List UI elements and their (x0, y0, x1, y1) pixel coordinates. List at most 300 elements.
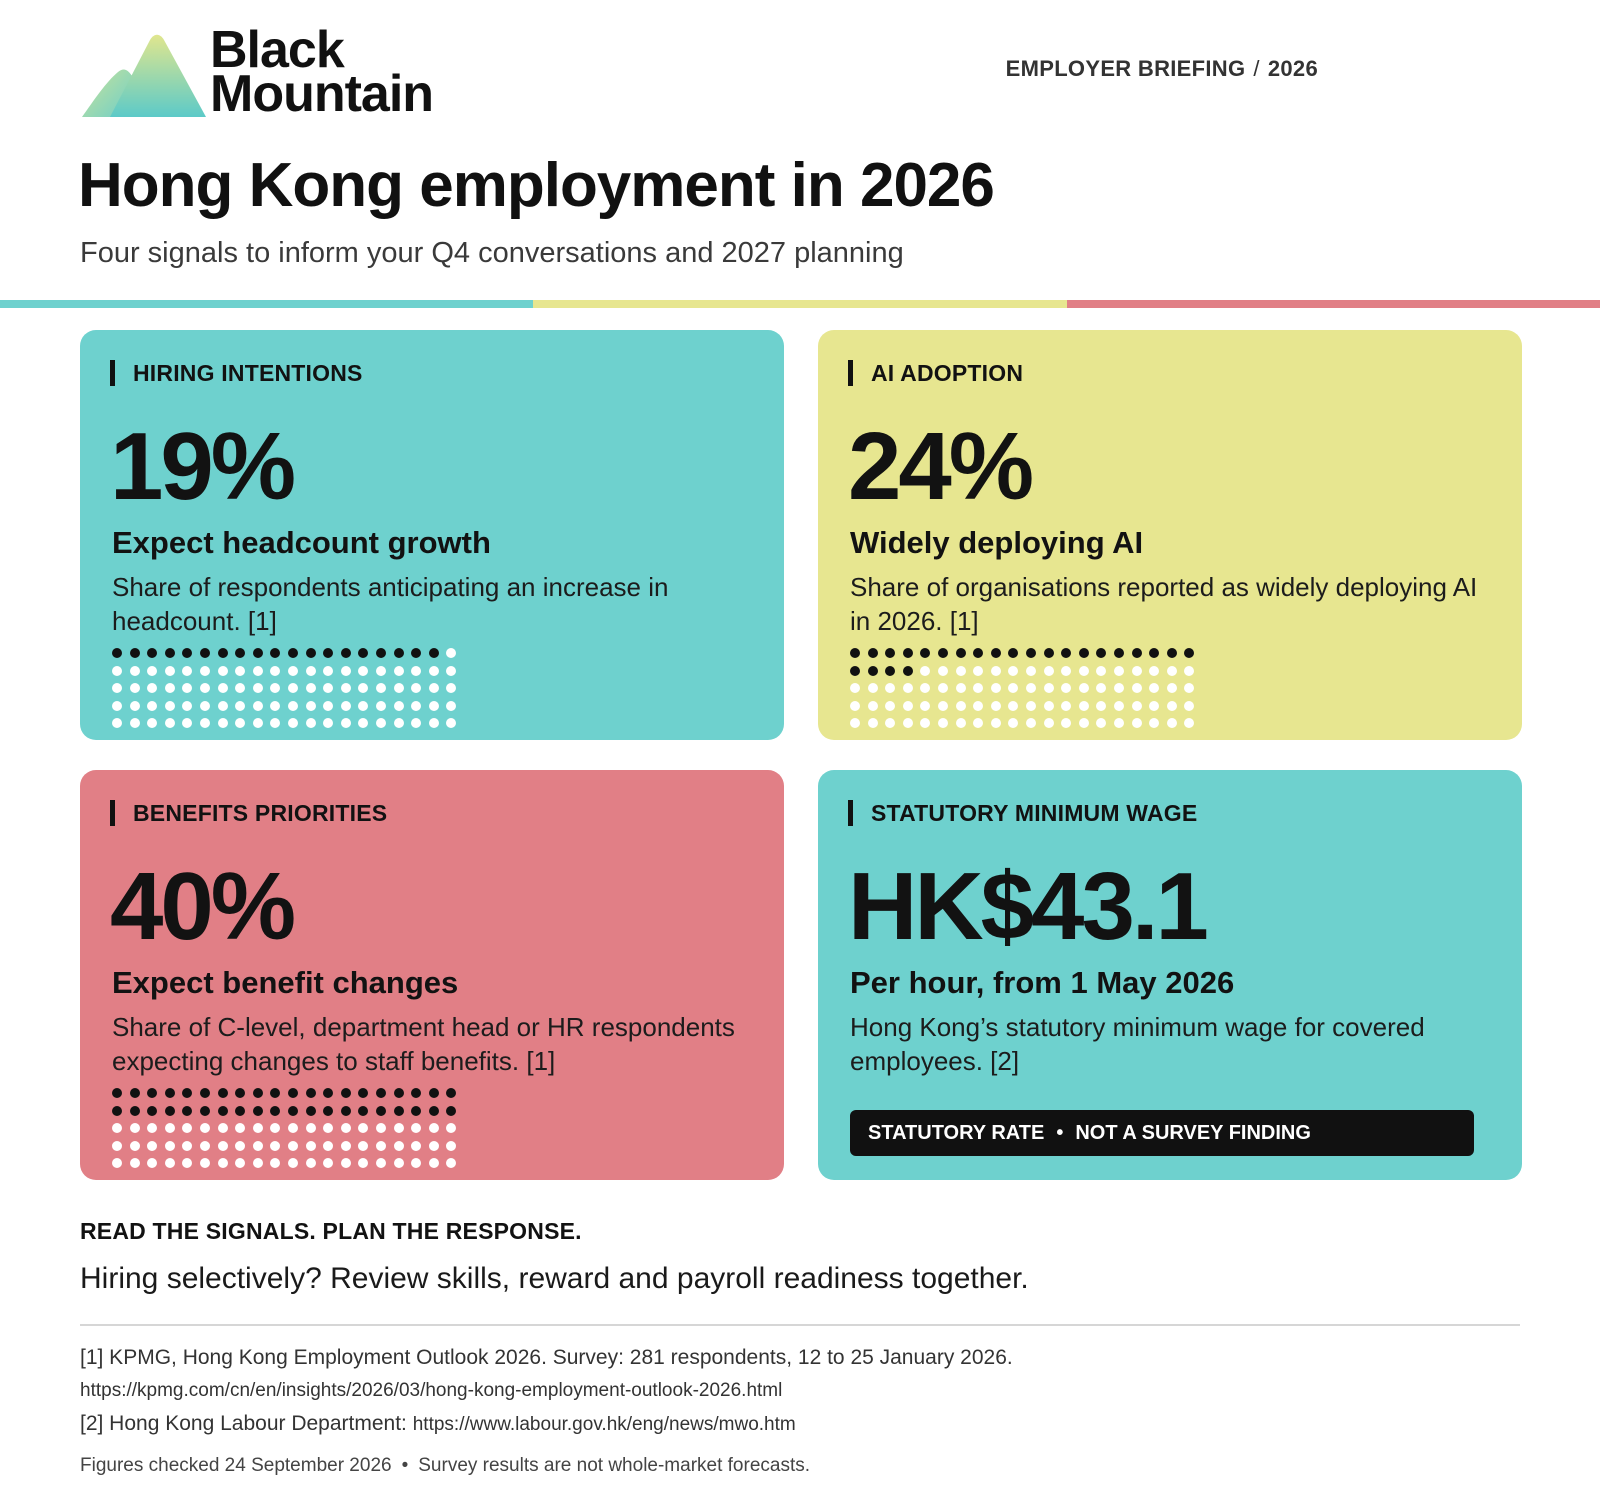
dot-filled (1184, 648, 1194, 658)
dot-filled (270, 1106, 280, 1116)
dot-empty (165, 1158, 175, 1168)
dot-empty (903, 718, 913, 728)
dot-empty (1044, 701, 1054, 711)
dot-empty (411, 683, 421, 693)
dot-empty (850, 718, 860, 728)
card-minimum-wage (818, 770, 1522, 1180)
dot-empty (306, 1158, 316, 1168)
dot-empty (1026, 718, 1036, 728)
dot-filled (112, 1088, 122, 1098)
dot-empty (1008, 718, 1018, 728)
dot-empty (341, 701, 351, 711)
dot-empty (235, 1141, 245, 1151)
brand-line-1: Black (210, 21, 344, 79)
badge-right: NOT A SURVEY FINDING (1075, 1122, 1311, 1144)
dot-empty (182, 701, 192, 711)
dot-empty (358, 701, 368, 711)
dot-empty (218, 1158, 228, 1168)
dot-empty (376, 683, 386, 693)
dot-filled (358, 1106, 368, 1116)
dot-empty (1149, 683, 1159, 693)
dot-filled (850, 648, 860, 658)
dot-empty (1149, 701, 1159, 711)
card-description: Share of organisations reported as widely deploying AI in 2026. [1] (850, 572, 1478, 636)
dot-empty (446, 648, 456, 658)
dot-empty (429, 683, 439, 693)
badge-bullet: • (1056, 1122, 1064, 1144)
dot-empty (376, 666, 386, 676)
dot-empty (446, 1123, 456, 1133)
dot-empty (1167, 666, 1177, 676)
dot-empty (130, 666, 140, 676)
dot-empty (182, 1158, 192, 1168)
dot-empty (1061, 701, 1071, 711)
dot-empty (306, 683, 316, 693)
dot-filled (182, 648, 192, 658)
dot-empty (270, 666, 280, 676)
dot-empty (411, 1158, 421, 1168)
dot-empty (1008, 683, 1018, 693)
dot-empty (1132, 701, 1142, 711)
page-title: Hong Kong employment in 2026 (78, 151, 994, 220)
dot-empty (1149, 666, 1159, 676)
dot-empty (341, 666, 351, 676)
dot-filled (1096, 648, 1106, 658)
footnote-checked: Figures checked 24 September 2026 (80, 1455, 392, 1476)
dot-empty (1079, 666, 1089, 676)
dot-empty (394, 701, 404, 711)
dot-empty (446, 666, 456, 676)
dot-empty (358, 1158, 368, 1168)
dot-empty (182, 718, 192, 728)
dot-empty (885, 718, 895, 728)
dot-empty (130, 701, 140, 711)
dot-empty (358, 1123, 368, 1133)
dot-empty (1044, 683, 1054, 693)
reference-1-link[interactable]: https://kpmg.com/cn/en/insights/2026/03/hong-kong-employment-outlook-2026.html (80, 1380, 783, 1401)
dot-filled (394, 1088, 404, 1098)
dot-empty (868, 718, 878, 728)
dot-empty (182, 1141, 192, 1151)
dot-empty (1026, 701, 1036, 711)
card-description: Hong Kong’s statutory minimum wage for covered employees. [2] (850, 1012, 1425, 1076)
dot-empty (1132, 683, 1142, 693)
dot-empty (991, 701, 1001, 711)
dot-empty (1061, 718, 1071, 728)
card-headline: Expect benefit changes (112, 965, 459, 1000)
dot-empty (1184, 666, 1194, 676)
dot-empty (358, 718, 368, 728)
dot-empty (130, 1123, 140, 1133)
dot-empty (253, 701, 263, 711)
dot-empty (394, 683, 404, 693)
dot-filled (446, 1088, 456, 1098)
dot-empty (288, 683, 298, 693)
dot-empty (1167, 683, 1177, 693)
dot-filled (165, 1106, 175, 1116)
card-value: 40% (110, 853, 294, 960)
dot-empty (270, 701, 280, 711)
dot-filled (182, 1088, 192, 1098)
dot-empty (270, 1141, 280, 1151)
cta-text: Hiring selectively? Review skills, reward and payroll readiness together. (80, 1262, 1029, 1295)
dot-filled (130, 648, 140, 658)
dot-empty (341, 1141, 351, 1151)
dot-empty (1096, 718, 1106, 728)
dot-filled (200, 648, 210, 658)
dot-empty (1079, 683, 1089, 693)
dot-filled (1114, 648, 1124, 658)
dot-empty (903, 701, 913, 711)
dot-empty (1061, 683, 1071, 693)
dot-filled (885, 666, 895, 676)
dot-empty (235, 683, 245, 693)
card-ai-adoption (818, 330, 1522, 740)
reference-2-prefix: [2] Hong Kong Labour Department: (80, 1412, 407, 1435)
dot-filled (147, 1106, 157, 1116)
dot-empty (112, 718, 122, 728)
dot-empty (885, 701, 895, 711)
dot-empty (253, 683, 263, 693)
dot-filled (1132, 648, 1142, 658)
dot-empty (270, 1158, 280, 1168)
dot-empty (868, 683, 878, 693)
dot-filled (147, 648, 157, 658)
dot-empty (956, 701, 966, 711)
dot-empty (165, 718, 175, 728)
dot-empty (850, 683, 860, 693)
eyebrow-label: EMPLOYER BRIEFING (1005, 56, 1246, 81)
dot-empty (147, 666, 157, 676)
dot-empty (323, 1123, 333, 1133)
dot-filled (1008, 648, 1018, 658)
dot-empty (341, 1123, 351, 1133)
dot-empty (323, 666, 333, 676)
dot-empty (200, 1141, 210, 1151)
card-label: BENEFITS PRIORITIES (110, 800, 387, 826)
dot-empty (235, 1123, 245, 1133)
dot-filled (130, 1106, 140, 1116)
dot-empty (323, 1158, 333, 1168)
dot-empty (288, 1141, 298, 1151)
dot-empty (218, 701, 228, 711)
dot-empty (394, 666, 404, 676)
dot-empty (394, 718, 404, 728)
dot-empty (270, 718, 280, 728)
dot-filled (358, 648, 368, 658)
color-rule (0, 300, 1600, 308)
dot-empty (446, 701, 456, 711)
dot-filled (394, 648, 404, 658)
dot-empty (112, 1158, 122, 1168)
dot-empty (956, 718, 966, 728)
dot-filled (376, 1088, 386, 1098)
dot-empty (182, 683, 192, 693)
statutory-badge (850, 1110, 1474, 1156)
dot-empty (429, 701, 439, 711)
dot-empty (429, 666, 439, 676)
dot-empty (1149, 718, 1159, 728)
dot-empty (446, 718, 456, 728)
dot-empty (920, 701, 930, 711)
dot-grid (850, 648, 1206, 728)
dot-empty (112, 1141, 122, 1151)
dot-filled (200, 1088, 210, 1098)
dot-empty (850, 701, 860, 711)
dot-empty (1096, 666, 1106, 676)
dot-filled (411, 648, 421, 658)
dot-filled (341, 1088, 351, 1098)
brand-wordmark (210, 21, 434, 123)
dot-empty (306, 701, 316, 711)
dot-filled (991, 648, 1001, 658)
dot-empty (323, 1141, 333, 1151)
dot-empty (253, 1158, 263, 1168)
dot-filled (235, 1088, 245, 1098)
dot-empty (112, 1123, 122, 1133)
dot-empty (1114, 666, 1124, 676)
dot-empty (991, 683, 1001, 693)
dot-empty (200, 1123, 210, 1133)
card-value: 19% (110, 413, 294, 520)
dot-empty (218, 1123, 228, 1133)
dot-filled (130, 1088, 140, 1098)
dot-empty (200, 1158, 210, 1168)
dot-empty (1114, 701, 1124, 711)
dot-empty (306, 718, 316, 728)
dot-empty (938, 666, 948, 676)
dot-empty (411, 718, 421, 728)
dot-filled (1079, 648, 1089, 658)
card-hiring-intentions (80, 330, 784, 740)
dot-filled (903, 648, 913, 658)
dot-filled (200, 1106, 210, 1116)
dot-empty (112, 666, 122, 676)
color-rule-yellow (533, 300, 1066, 308)
dot-filled (218, 1106, 228, 1116)
dot-filled (270, 1088, 280, 1098)
dot-empty (182, 1123, 192, 1133)
dot-empty (394, 1158, 404, 1168)
dot-empty (165, 701, 175, 711)
dot-filled (1044, 648, 1054, 658)
dot-empty (868, 701, 878, 711)
dot-empty (1026, 666, 1036, 676)
dot-empty (376, 1123, 386, 1133)
dot-empty (956, 683, 966, 693)
dot-empty (200, 718, 210, 728)
dot-empty (1096, 683, 1106, 693)
dot-empty (288, 1158, 298, 1168)
dot-filled (920, 648, 930, 658)
dot-filled (429, 648, 439, 658)
dot-filled (1167, 648, 1177, 658)
dot-empty (288, 666, 298, 676)
dot-empty (358, 683, 368, 693)
dot-empty (235, 1158, 245, 1168)
dot-empty (253, 718, 263, 728)
dot-empty (165, 666, 175, 676)
dot-empty (376, 1141, 386, 1151)
dot-empty (130, 1158, 140, 1168)
dot-filled (323, 648, 333, 658)
dot-empty (376, 718, 386, 728)
dot-empty (130, 718, 140, 728)
dot-empty (1026, 683, 1036, 693)
dot-filled (1149, 648, 1159, 658)
dot-empty (956, 666, 966, 676)
dot-empty (358, 666, 368, 676)
dot-empty (920, 666, 930, 676)
dot-empty (1184, 701, 1194, 711)
dot-empty (288, 1123, 298, 1133)
dot-empty (182, 666, 192, 676)
dot-empty (147, 1158, 157, 1168)
dot-filled (903, 666, 913, 676)
dot-filled (147, 1088, 157, 1098)
dot-filled (288, 648, 298, 658)
dot-filled (253, 648, 263, 658)
dot-empty (411, 701, 421, 711)
dot-empty (973, 718, 983, 728)
dot-empty (446, 1158, 456, 1168)
dot-filled (182, 1106, 192, 1116)
dot-empty (147, 718, 157, 728)
dot-filled (288, 1088, 298, 1098)
reference-1: [1] KPMG, Hong Kong Employment Outlook 2026. Survey: 281 respondents, 12 to 25 January 2026. (80, 1346, 1013, 1369)
dot-empty (903, 683, 913, 693)
card-description: Share of respondents anticipating an increase in headcount. [1] (112, 572, 669, 636)
dot-filled (376, 1106, 386, 1116)
card-benefits-priorities (80, 770, 784, 1180)
dot-empty (429, 1158, 439, 1168)
dot-empty (991, 666, 1001, 676)
dot-empty (1132, 666, 1142, 676)
dot-empty (341, 683, 351, 693)
dot-filled (358, 1088, 368, 1098)
dot-empty (938, 683, 948, 693)
dot-empty (885, 683, 895, 693)
dot-empty (323, 683, 333, 693)
dot-empty (920, 683, 930, 693)
dot-empty (253, 666, 263, 676)
card-description: Share of C-level, department head or HR respondents expecting changes to staff benefits. [1] (112, 1012, 735, 1076)
dot-empty (253, 1141, 263, 1151)
dot-empty (973, 701, 983, 711)
dot-empty (306, 1123, 316, 1133)
dot-filled (323, 1106, 333, 1116)
dot-filled (973, 648, 983, 658)
dot-empty (973, 683, 983, 693)
dot-empty (376, 1158, 386, 1168)
dot-empty (165, 683, 175, 693)
dot-filled (112, 1106, 122, 1116)
dot-filled (885, 648, 895, 658)
dot-empty (1114, 718, 1124, 728)
card-value: 24% (848, 413, 1032, 520)
dot-empty (411, 1141, 421, 1151)
dot-filled (218, 1088, 228, 1098)
dot-grid (112, 1088, 468, 1168)
dot-empty (446, 1141, 456, 1151)
dot-empty (341, 718, 351, 728)
eyebrow (1006, 56, 1318, 82)
dot-empty (323, 701, 333, 711)
card-headline: Per hour, from 1 May 2026 (850, 965, 1235, 1000)
dot-empty (358, 1141, 368, 1151)
dot-empty (1096, 701, 1106, 711)
dot-empty (147, 1123, 157, 1133)
dot-filled (235, 648, 245, 658)
dot-filled (323, 1088, 333, 1098)
badge-left: STATUTORY RATE (868, 1122, 1045, 1144)
dot-empty (253, 1123, 263, 1133)
dot-empty (411, 1123, 421, 1133)
dot-empty (112, 701, 122, 711)
dot-empty (130, 683, 140, 693)
card-label: HIRING INTENTIONS (110, 360, 363, 386)
dot-filled (394, 1106, 404, 1116)
dot-empty (218, 666, 228, 676)
footnote (80, 1455, 810, 1477)
card-value: HK$43.1 (848, 853, 1206, 960)
dot-empty (1167, 718, 1177, 728)
dot-filled (868, 648, 878, 658)
dot-filled (306, 1106, 316, 1116)
dot-empty (288, 701, 298, 711)
mountain-icon (80, 28, 210, 120)
dot-filled (288, 1106, 298, 1116)
dot-empty (130, 1141, 140, 1151)
dot-empty (938, 718, 948, 728)
card-headline: Widely deploying AI (850, 525, 1144, 560)
dot-empty (235, 666, 245, 676)
dot-filled (850, 666, 860, 676)
footnote-disclaimer: Survey results are not whole-market forecasts. (418, 1455, 811, 1476)
dot-empty (1167, 701, 1177, 711)
dot-empty (1008, 666, 1018, 676)
dot-filled (341, 1106, 351, 1116)
dot-empty (147, 1141, 157, 1151)
dot-filled (218, 648, 228, 658)
dot-empty (200, 701, 210, 711)
dot-empty (938, 701, 948, 711)
dot-filled (1061, 648, 1071, 658)
reference-2-link[interactable]: https://www.labour.gov.hk/eng/news/mwo.htm (412, 1414, 796, 1435)
dot-empty (991, 718, 1001, 728)
reference-2 (80, 1412, 796, 1436)
dot-filled (165, 648, 175, 658)
dot-empty (1008, 701, 1018, 711)
color-rule-red (1067, 300, 1600, 308)
dot-empty (1061, 666, 1071, 676)
dot-empty (218, 1141, 228, 1151)
dot-empty (376, 701, 386, 711)
dot-empty (1044, 718, 1054, 728)
dot-filled (411, 1088, 421, 1098)
dot-filled (938, 648, 948, 658)
dot-filled (235, 1106, 245, 1116)
dot-empty (1114, 683, 1124, 693)
dot-filled (306, 648, 316, 658)
dot-filled (270, 648, 280, 658)
dot-empty (429, 718, 439, 728)
dot-filled (253, 1088, 263, 1098)
eyebrow-separator: / (1253, 56, 1260, 81)
dot-empty (1132, 718, 1142, 728)
dot-filled (112, 648, 122, 658)
dot-filled (411, 1106, 421, 1116)
